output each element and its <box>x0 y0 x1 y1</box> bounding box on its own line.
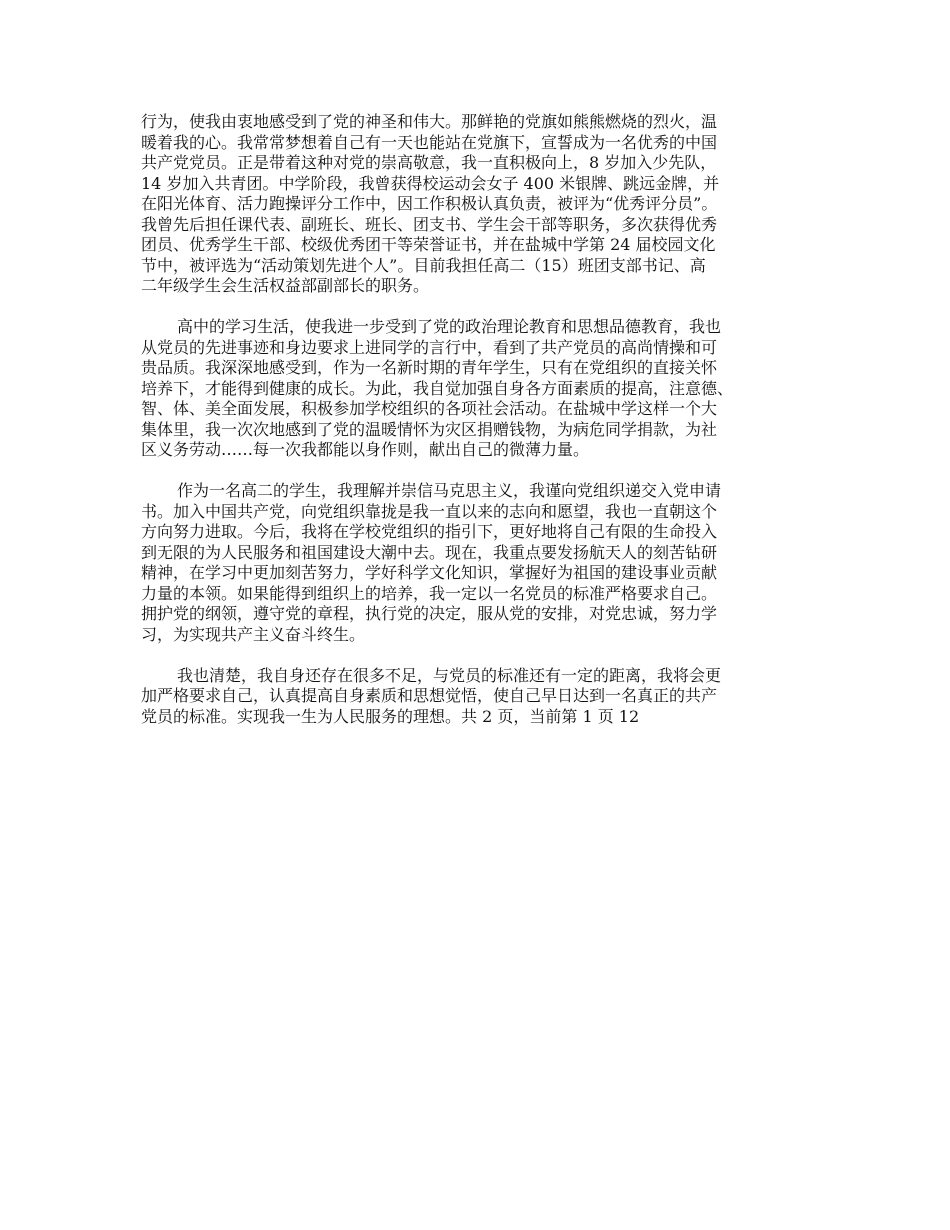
text-line: 习，为实现共产主义奋斗终生。 <box>141 624 366 644</box>
text-line: 党员的标准。实现我一生为人民服务的理想。共 2 页，当前第 1 页 12 <box>141 706 640 726</box>
text-line: 拥护党的纲领，遵守党的章程，执行党的决定，服从党的安排，对党忠诚，努力学 <box>141 604 718 623</box>
text-line: 集体里，我一次次地感到了党的温暖情怀为灾区捐赠钱物，为病危同学捐款，为社 <box>141 419 718 439</box>
text-line: 暖着我的心。我常常梦想着自己有一天也能站在党旗下，宣誓成为一名优秀的中国 <box>141 132 718 152</box>
text-line: 力量的本领。如果能得到组织上的培养，我一定以一名党员的标准严格要求自己。 <box>141 583 718 603</box>
text-line: 方向努力进取。今后，我将在学校党组织的指引下，更好地将自己有限的生命投入 <box>141 522 718 541</box>
paragraph-3 <box>141 481 821 645</box>
paragraph-2 <box>141 317 821 461</box>
text-line: 书。加入中国共产党，向党组织靠拢是我一直以来的志向和愿望，我也一直朝这个 <box>141 501 718 521</box>
text-line: 高中的学习生活，使我进一步受到了党的政治理论教育和思想品德教育，我也 <box>177 317 722 336</box>
text-line: 作为一名高二的学生，我理解并崇信马克思主义，我谨向党组织递交入党申请 <box>177 481 722 500</box>
text-line: 行为，使我由衷地感受到了党的神圣和伟大。那鲜艳的党旗如熊熊燃烧的烈火，温 <box>141 112 718 131</box>
text-line: 在阳光体育、活力跑操评分工作中，因工作积极认真负责，被评为“优秀评分员”。 <box>141 194 718 213</box>
text-line: 团员、优秀学生干部、校级优秀团干等荣誉证书，并在盐城中学第 24 届校园文化 <box>141 235 716 254</box>
text-line: 智、体、美全面发展，积极参加学校组织的各项社会活动。在盐城中学这样一个大 <box>141 399 718 418</box>
paragraph-4 <box>141 666 821 728</box>
text-line: 我也清楚，我自身还存在很多不足，与党员的标准还有一定的距离，我将会更 <box>177 665 722 685</box>
text-line: 精神，在学习中更加刻苦努力，学好科学文化知识，掌握好为祖国的建设事业贡献 <box>141 563 718 582</box>
text-line: 到无限的为人民服务和祖国建设大潮中去。现在，我重点要发扬航天人的刻苦钻研 <box>141 542 718 562</box>
document-body <box>141 112 821 748</box>
text-line: 二年级学生会生活权益部副部长的职务。 <box>141 276 430 295</box>
paragraph-1 <box>141 112 821 297</box>
text-line: 区义务劳动……每一次我都能以身作则，献出自己的微薄力量。 <box>141 440 590 459</box>
text-line: 加严格要求自己，认真提高自身素质和思想觉悟，使自己早日达到一名真正的共产 <box>141 686 718 705</box>
text-line: 节中，被评选为“活动策划先进个人”。目前我担任高二（15）班团支部书记、高 <box>141 255 706 275</box>
text-line: 我曾先后担任课代表、副班长、班长、团支书、学生会干部等职务，多次获得优秀 <box>141 214 718 234</box>
text-line: 从党员的先进事迹和身边要求上进同学的言行中，看到了共产党员的高尚情操和可 <box>141 337 718 357</box>
text-line: 培养下，才能得到健康的成长。为此，我自觉加强自身各方面素质的提高，注意德、 <box>141 378 734 398</box>
text-line: 共产党党员。正是带着这种对党的崇高敬意，我一直积极向上，8 岁加入少先队， <box>141 153 717 172</box>
text-line: 14 岁加入共青团。中学阶段，我曾获得校运动会女子 400 米银牌、跳远金牌，并 <box>141 173 720 193</box>
text-line: 贵品质。我深深地感受到，作为一名新时期的青年学生，只有在党组织的直接关怀 <box>141 358 718 377</box>
